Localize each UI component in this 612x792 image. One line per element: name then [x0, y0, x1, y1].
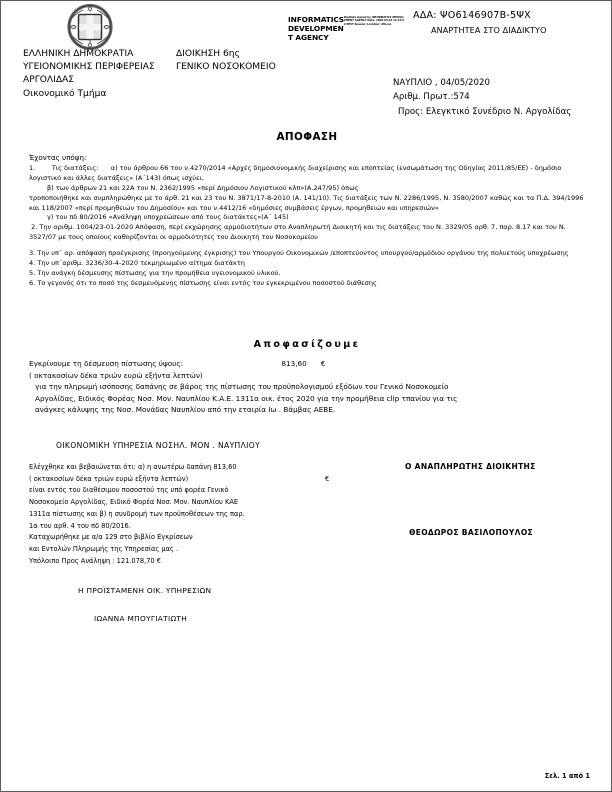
verification-line-5: 1311α πίστωσης και β) η συνδρομή των προϋποθέσεων της παρ. — [29, 509, 245, 518]
org-line-4: Οικονομικό Τμήμα — [23, 88, 107, 99]
publication-notice: ΑΝΑΡΤΗΤΕΑ ΣΤΟ ΔΙΑΔΙΚΤΥΟ — [431, 25, 547, 35]
preamble-item-1b: β) των άρθρων 21 και 22Α του Ν. 2362/1995 «περί Δημόσιου Λογιστικού κλπ»(Α.247/95) όπως — [47, 183, 359, 192]
purpose-line-2: Αργολίδας, Ειδικός Φορέας Νοσ. Μον. Ναυπλίου Κ.Α.Ε. 1311α οικ. έτος 2020 για την προμήθεια clip τπανίου για τις — [35, 393, 458, 403]
verification-line-3: είναι εντός του διαθέσιμου ποσοστού της υπό φορέα Γενικό — [29, 486, 229, 495]
deputy-governor-title: Ο ΑΝΑΠΛΗΡΩΤΗΣ ΔΙΟΙΚΗΤΗΣ — [405, 462, 536, 471]
verification-line-8: και Εντολών Πληρωμής της Υπηρεσίας μας . — [29, 544, 179, 553]
administration-block — [176, 48, 276, 74]
issuing-organization — [23, 48, 155, 101]
recipient-line: Προς: Ελεγκτικό Συνέδριο Ν. Αργολίδας — [398, 107, 572, 117]
verification-line-2: ( οκτακοσίων δέκα τριών ευρώ εξήντα λεπτών) — [29, 474, 189, 483]
verification-line-7: Καταχωρήθηκε με α/α 129 στο βιβλίο Εγκρίσεων — [29, 533, 193, 542]
purpose-line-3: ανάγκες κάλυψης της Νοσ. Μονάδας Ναυπλίου από την εταιρία Ιω . Βάμβας ΑΕΒΕ. — [35, 405, 336, 415]
verification-currency-symbol: € — [325, 474, 330, 483]
currency-symbol: € — [320, 359, 326, 368]
verification-section — [29, 462, 359, 567]
preamble-item-3: 3. Την υπ΄ αρ. απόφαση προέγκρισης (προηγούμενης έγκρισης) του Υπουργού Οικονομικών /εποπτεύοντος υπουργού/αρμόδιου οργάνου της πολυετούς υποχρέωσης — [29, 249, 569, 258]
ida-line-3: T AGENCY — [288, 33, 329, 43]
ida-line-2: DEVELOPMEN — [288, 24, 344, 34]
financial-service-title: ΟΙΚΟΝΟΜΙΚΗ ΥΠΗΡΕΣΙΑ ΝΟΣΗΛ. ΜΟΝ . ΝΑΥΠΛΙΟΥ — [56, 441, 261, 450]
preamble-item-1c: γ) του πδ 80/2016 «Ανάληψη υποχρεώσεων από τους διατάκτες»(Α΄ 145) — [47, 213, 289, 222]
preamble-item-4: 4. Την υπ΄αριθμ. 3236/30-4-2020 τεκμηριωμένο αίτημα διατάκτη — [29, 259, 245, 268]
place-and-date-block — [393, 77, 490, 104]
finance-head-title: Η ΠΡΟΪΣΤΑΜΕΝΗ ΟΙΚ. ΥΠΗΡΕΣΙΩΝ — [78, 586, 212, 595]
verification-line-6: 1α του αρθ. 4 του πδ 80/2016. — [29, 521, 131, 530]
preamble-intro: Έχοντας υπόψη: — [29, 153, 87, 162]
preamble-section — [29, 153, 589, 289]
page-number-footer: Σελ. 1 από 1 — [544, 772, 590, 780]
protocol-number: Αριθμ. Πρωτ.:574 — [393, 91, 470, 102]
admin-line-2: ΓΕΝΙΚΟ ΝΟΣΟΚΟΜΕΙΟ — [176, 62, 276, 73]
verification-line-1: Ελέγχθηκε και βεβαιώνεται ότι: α) η ανωτέρω δαπάνη 813,60 — [29, 463, 237, 471]
remaining-balance-line: Υπόλοιπο Προς Ανάληψη : 121.078,70 € — [29, 556, 161, 565]
preamble-item-1b-cont: τροποποιήθηκε και συμπληρώθηκε με το άρθ. 21 και 23 του Ν. 3871/17-8-2010 (Α. 141/10). Τις διατάξεις των Ν. 2286/1995, Ν. 3580/2007 καθώς και τα Π.Δ. 394/1996 και 118/2007 «περί προμηθειών του Δημοσίου» και του ν.4412/16 «δημόσιες συμβάσεις έργων, προμηθειών και υπηρεσιών» — [29, 193, 584, 212]
document-title: ΑΠΟΦΑΣΗ — [276, 131, 338, 143]
ida-signature-details: Digitally signed by INFORMATICS DEVELOPMENT AGENCY Date: 2020.05.04 11:31:56 EEST Reason: Location: Athens — [344, 16, 405, 26]
hellenic-republic-coat-of-arms-icon — [67, 4, 113, 50]
ida-agency-label — [288, 15, 344, 43]
preamble-item-2: 2. Την αριθμ. 1004/23-01-2020 Απόφαση, περί εκχώρησης αρμοδιοτήτων στο Αναπληρωτή Διοικητή και τις διατάξεις του Ν. 3329/05 αρθ. 7, παρ. 8.17 και του Ν. 3527/07 με τους οποίους καθορίζονται οι αρμοδιότητες του Διοικητή του Νοσοκομείου — [29, 223, 566, 242]
purpose-line-1: για την πληρωμή ισόποσης δαπάνης σε βάρος της πίστωσης του προϋπολογισμού εξόδων του Γενικό Νοσοκομείο — [35, 382, 449, 392]
amount-in-words: ( οκτακοσίων δέκα τριών ευρώ εξήντα λεπτών) — [29, 370, 203, 380]
place-date: ΝΑΥΠΛΙΟ , 04/05/2020 — [393, 78, 490, 88]
decision-section — [29, 358, 589, 416]
org-line-2: ΥΓΕΙΟΝΟΜΙΚΗΣ ΠΕΡΙΦΕΡΕΙΑΣ — [23, 62, 155, 73]
preamble-item-1a: 1. Τις διατάξεις: α) του άρθρου 66 του ν.4270/2014 «Αρχές δημοσιονομικής διαχείρισης και εποπτείας (ενσωμάτωση της Οδηγίας 2011/85/ΕΕ) - δημόσιο λογιστικό και άλλες διατάξεις» (Α΄143) όπως ισχύει, — [29, 163, 562, 182]
admin-line-1: ΔΙΟΙΚΗΣΗ 6ης — [176, 49, 240, 59]
org-line-1: ΕΛΛΗΝΙΚΗ ΔΗΜΟΚΡΑΤΙΑ — [23, 49, 134, 59]
approval-label: Εγκρίνουμε τη δέσμευση πίστωσης ύψους: — [29, 359, 184, 368]
ada-code: ΑΔΑ: ΨΟ6146907Β-5ΨΧ — [413, 10, 531, 21]
deputy-governor-name: ΘΕΟΔΩΡΟΣ ΒΑΣΙΛΟΠΟΥΛΟΣ — [409, 528, 534, 537]
org-line-3: ΑΡΓΟΛΙΔΑΣ — [23, 75, 75, 86]
approval-row — [29, 358, 589, 370]
decision-heading: Αποφασίζουμε — [253, 339, 361, 350]
ida-digital-signature-stamp — [288, 15, 408, 43]
preamble-item-5: 5. Την ανάγκη δέσμευσης πίστωσης για την προμήθεια υγειονομικού υλικού. — [29, 268, 281, 277]
approved-amount: 813,60 — [281, 359, 307, 368]
verification-line-4: Νοσοκομείο Αργολίδας, Ειδικό Φορέα Νοσ. Μον. Ναυπλίου ΚΑΕ — [29, 498, 239, 507]
ida-line-1: INFORMATICS — [288, 15, 345, 24]
preamble-item-6: 6. Το γεγονός ότι το ποσό της δεσμευόμενης πίστωσης είναι εντός του εγκεκριμένου ποσοστού διάθεσης — [29, 278, 377, 287]
finance-head-name: ΙΩΑΝΝΑ ΜΠΟΥΓΙΑΤΙΩΤΗ — [94, 614, 188, 623]
